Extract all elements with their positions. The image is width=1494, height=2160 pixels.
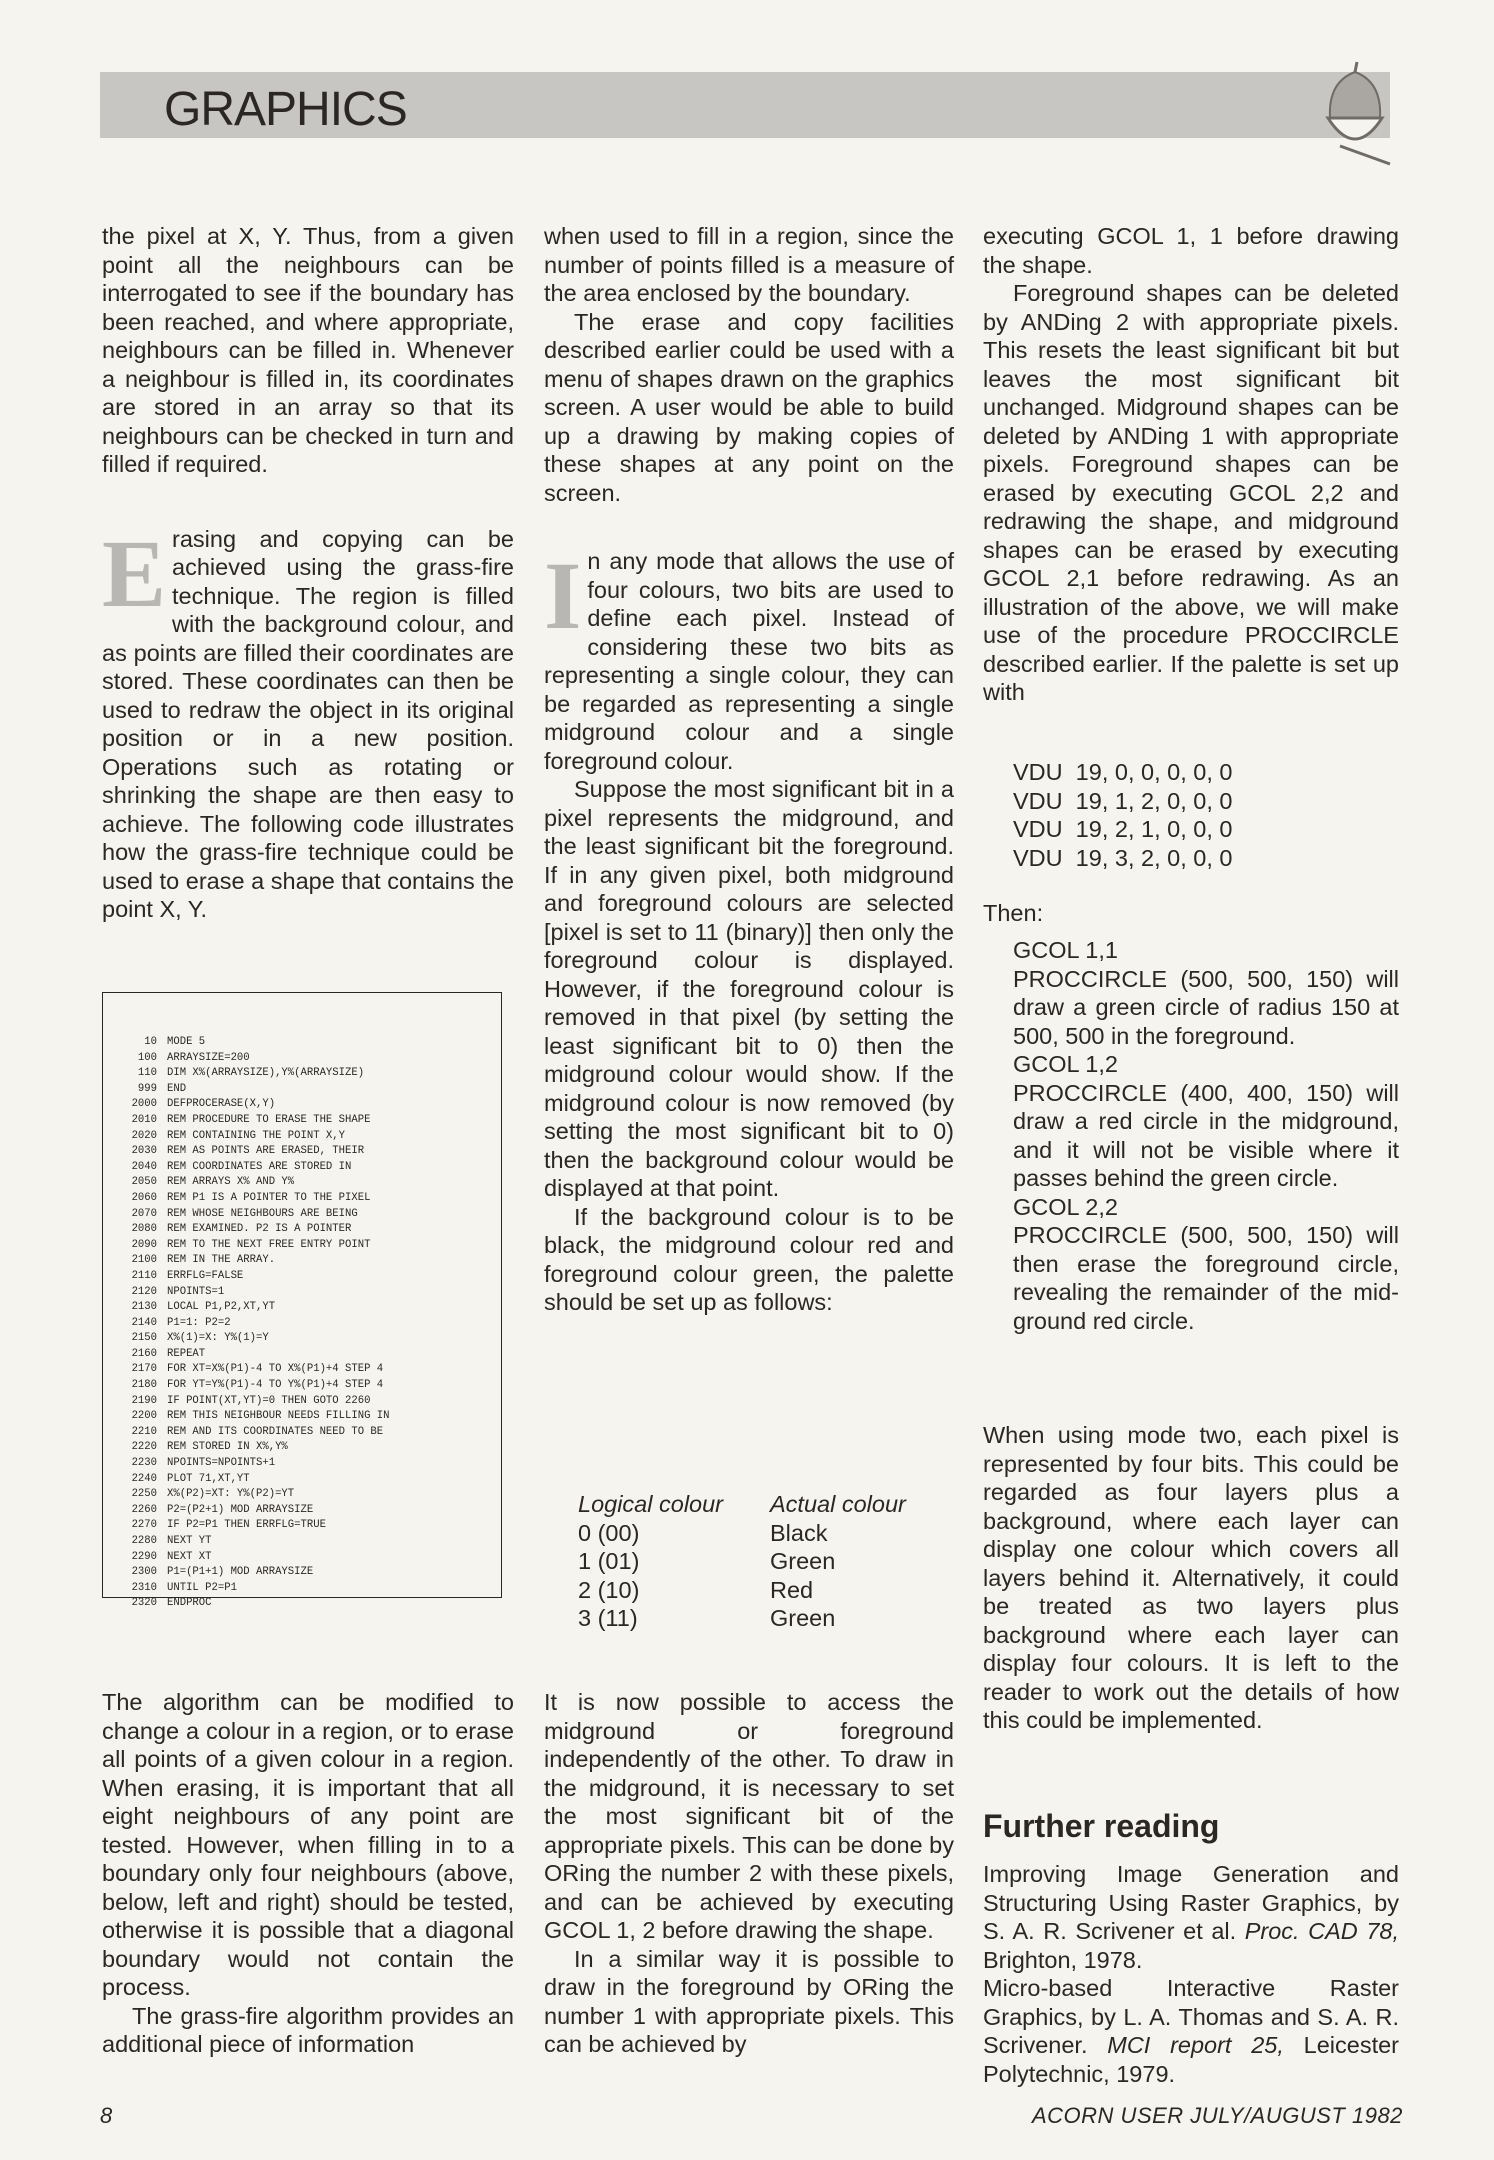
reference-text: Improving Image Generation and Structuring Using Raster Graphics, by S. A. R. Scrivener et al. — [983, 1861, 1399, 1944]
paragraph: executing GCOL 1, 1 before drawing the shape. — [983, 223, 1399, 278]
code-text: IF POINT(XT,YT)=0 THEN GOTO 2260 — [167, 1394, 371, 1407]
actual-colour: Green — [770, 1605, 836, 1631]
vdu-commands — [1013, 758, 1232, 872]
code-line — [123, 1472, 501, 1488]
code-text: IF P2=P1 THEN ERRFLG=TRUE — [167, 1519, 326, 1532]
code-line — [123, 1518, 501, 1534]
reference — [983, 1860, 1399, 1974]
table-row — [578, 1576, 906, 1605]
paragraph-text: rasing and copying can be achieved using the grass-fire technique. The region is filled with the background colour, and as points are filled their coordinates are stored. These coordinates can then be used to redraw the object in its original position or in a new position. Operations such as rotating or shrinking the shape are then easy to achieve. The following code illustrates how the grass-fire technique could be used to erase a shape that contains the point X, Y. — [102, 525, 514, 922]
code-line — [123, 1550, 501, 1566]
line-number: 2290 — [131, 1550, 157, 1563]
code-line — [123, 1331, 501, 1347]
line-number: 2050 — [131, 1176, 157, 1189]
code-line — [123, 1347, 501, 1363]
code-text: REM EXAMINED. P2 IS A POINTER — [167, 1223, 352, 1236]
code-line — [123, 1097, 501, 1113]
line-number: 2250 — [131, 1488, 157, 1501]
paragraph: If the background colour is to be black, the midground colour red and foreground colour green, the palette should be set up as follows: — [544, 1203, 954, 1315]
column-3 — [983, 222, 1399, 707]
code-text: REM STORED IN X%,Y% — [167, 1441, 288, 1454]
command: GCOL 1,1 — [1013, 937, 1118, 963]
code-line — [123, 1362, 501, 1378]
paragraph: The erase and copy facilities described earlier could be used with a menu of shapes drawn on the graphics screen. A user would be able to build up a drawing by making copies of these shapes at any point on the screen. — [544, 308, 954, 506]
line-number: 2230 — [131, 1457, 157, 1470]
code-text: DEFPROCERASE(X,Y) — [167, 1098, 276, 1111]
line-number: 2170 — [131, 1363, 157, 1376]
column-1-lower — [102, 1688, 514, 2059]
code-text: ARRAYSIZE=200 — [167, 1051, 250, 1064]
code-line — [123, 1285, 501, 1301]
code-line — [123, 1144, 501, 1160]
code-line — [123, 1300, 501, 1316]
code-line — [123, 1253, 501, 1269]
code-line — [123, 1503, 501, 1519]
line-number: 2060 — [131, 1191, 157, 1204]
code-text: REM TO THE NEXT FREE ENTRY POINT — [167, 1238, 371, 1251]
page-number: 8 — [100, 2103, 113, 2128]
paragraph: The algorithm can be modified to change a colour in a region, or to erase all points of a given colour in a region. When erasing, it is important that all eight neighbours of any point are tested. However, when filling in to a boundary only four neighbours (above, below, left and right) should be tested, otherwise it is possible that a diagonal boundary would not contain the process. — [102, 1689, 514, 2000]
code-text: X%(P2)=XT: Y%(P2)=YT — [167, 1488, 295, 1501]
line-number: 2110 — [131, 1269, 157, 1282]
paragraph: In a similar way it is possible to draw in the foreground by ORing the number 1 with appropriate pixels. This can be achieved by — [544, 1945, 954, 2057]
code-text: FOR XT=X%(P1)-4 TO X%(P1)+4 STEP 4 — [167, 1363, 384, 1376]
table-row — [578, 1604, 906, 1633]
palette-table-header — [578, 1490, 906, 1519]
code-line — [123, 1269, 501, 1285]
line-number: 2120 — [131, 1285, 157, 1298]
line-number: 2300 — [131, 1566, 157, 1579]
code-text: REM COORDINATES ARE STORED IN — [167, 1160, 352, 1173]
logical-colour: 3 (11) — [578, 1605, 638, 1631]
code-text: REM IN THE ARRAY. — [167, 1254, 276, 1267]
step-text: PROCCIRCLE (400, 400, 150) will draw a red circle in the midground, and it will not be visible where it passes behind the green circle. — [1013, 1079, 1399, 1191]
column-2-lower — [544, 1688, 954, 2059]
code-listing — [102, 992, 502, 1610]
reference-source: MCI report 25, — [1107, 2032, 1284, 2058]
line-number: 2130 — [131, 1301, 157, 1314]
step-text: PROCCIRCLE (500, 500, 150) will draw a green circle of radius 150 at 500, 500 in the foreground. — [1013, 965, 1399, 1049]
line-number: 2100 — [131, 1254, 157, 1267]
code-line — [123, 1066, 501, 1082]
code-text: REM AS POINTS ARE ERASED, THEIR — [167, 1145, 365, 1158]
actual-colour: Green — [770, 1548, 836, 1574]
line-number: 2020 — [131, 1129, 157, 1142]
code-text: END — [167, 1082, 187, 1095]
code-text: REM CONTAINING THE POINT X,Y — [167, 1129, 346, 1142]
section-banner — [100, 72, 1390, 138]
code-line — [123, 1129, 501, 1145]
section-title: GRAPHICS — [164, 83, 407, 136]
magazine-issue: ACORN USER JULY/AUGUST 1982 — [1032, 2103, 1403, 2128]
code-text: REPEAT — [167, 1347, 206, 1360]
code-text: P1=1: P2=2 — [167, 1316, 231, 1329]
column-header: Actual colour — [770, 1491, 906, 1517]
line-number: 2310 — [131, 1581, 157, 1594]
palette-table — [578, 1490, 906, 1633]
vdu-line: VDU 19, 2, 1, 0, 0, 0 — [1013, 816, 1233, 842]
code-text: REM WHOSE NEIGHBOURS ARE BEING — [167, 1207, 358, 1220]
code-line — [123, 1581, 501, 1597]
code-text: MODE 5 — [167, 1036, 206, 1048]
code-line — [123, 1035, 501, 1051]
code-line — [123, 1238, 501, 1254]
line-number: 2220 — [131, 1441, 157, 1454]
logical-colour: 1 (01) — [578, 1548, 640, 1574]
line-number: 2160 — [131, 1347, 157, 1360]
column-2 — [544, 222, 954, 1317]
line-number: 2150 — [131, 1332, 157, 1345]
table-row — [578, 1519, 906, 1548]
code-line — [123, 1487, 501, 1503]
code-text: REM P1 IS A POINTER TO THE PIXEL — [167, 1191, 371, 1204]
line-number: 110 — [137, 1067, 157, 1080]
code-text: P1=(P1+1) MOD ARRAYSIZE — [167, 1566, 314, 1579]
code-line — [123, 1191, 501, 1207]
code-text: LOCAL P1,P2,XT,YT — [167, 1301, 276, 1314]
line-number: 2260 — [131, 1503, 157, 1516]
code-line — [123, 1534, 501, 1550]
reference — [983, 1974, 1399, 2088]
code-text: ENDPROC — [167, 1597, 212, 1610]
column-1 — [102, 222, 514, 924]
column-3-lower — [983, 1421, 1399, 1735]
paragraph-text: n any mode that allows the use of four colours, two bits are used to define each pixel. Instead of considering these two bits as representing a single colour, they can be regarded as representing a single midground colour and a single foreground colour. — [544, 548, 954, 774]
command: GCOL 2,2 — [1013, 1193, 1118, 1220]
drop-cap: E — [102, 519, 167, 627]
paragraph: It is now possible to access the midground or foreground independently of the other. To draw in the midground, it is necessary to set the most significant bit of the appropriate pixels. This can be done by ORing the number 2 with these pixels, and can be achieved by executing GCOL 1, 2 before drawing the shape. — [544, 1689, 954, 1943]
then-label: Then: — [983, 900, 1044, 926]
acorn-logo-icon — [1310, 60, 1400, 170]
paragraph: Suppose the most significant bit in a pixel represents the midground, and the least significant bit the foreground. If in any given pixel, both midground and foreground colours are selected [pixel is set to 11 (binary)] then only the foreground colour is displayed. However, if the foreground colour is removed in that pixel (by setting the least significant bit to 0) then the midground colour would show. If the midground colour is now removed (by setting the most significant bit to 0) then the background colour would be displayed at that point. — [544, 776, 954, 1201]
line-number: 2140 — [131, 1316, 157, 1329]
code-line — [123, 1051, 501, 1067]
paragraph: When using mode two, each pixel is represented by four bits. This could be regarded as four layers plus a background, where each layer can display one colour which covers all layers behind it. Alternatively, it could be treated as two layers plus background where each layer can display four colours. It is left to the reader to work out the details of how this could be implemented. — [983, 1422, 1399, 1733]
code-line — [123, 1113, 501, 1129]
code-line — [123, 1175, 501, 1191]
reference-text: Micro-based Interactive Raster Graphics, by L. A. Thomas and S. A. R. Scrivener. — [983, 1975, 1399, 2058]
code-text: REM PROCEDURE TO ERASE THE SHAPE — [167, 1113, 371, 1126]
line-number: 2210 — [131, 1425, 157, 1438]
code-text: NPOINTS=NPOINTS+1 — [167, 1457, 276, 1470]
code-text: NEXT YT — [167, 1535, 212, 1547]
reference-text: Brighton, 1978. — [983, 1946, 1143, 1973]
code-text: NEXT XT — [167, 1550, 212, 1563]
column-header: Logical colour — [578, 1491, 724, 1517]
code-text: UNTIL P2=P1 — [167, 1581, 237, 1594]
references — [983, 1860, 1399, 2088]
line-number: 2040 — [131, 1160, 157, 1173]
example-steps — [1013, 936, 1399, 1335]
line-number: 2180 — [131, 1379, 157, 1392]
code-text: REM ARRAYS X% AND Y% — [167, 1176, 295, 1189]
code-text: ERRFLG=FALSE — [167, 1269, 244, 1282]
reference-text: Leicester Polytechnic, 1979. — [983, 2032, 1399, 2087]
code-text: REM AND ITS COORDINATES NEED TO BE — [167, 1425, 384, 1438]
line-number: 2280 — [131, 1535, 157, 1547]
vdu-line: VDU 19, 1, 2, 0, 0, 0 — [1013, 787, 1233, 814]
code-text: PLOT 71,XT,YT — [167, 1472, 250, 1485]
code-text: REM THIS NEIGHBOUR NEEDS FILLING IN — [167, 1410, 390, 1423]
paragraph — [102, 519, 514, 924]
vdu-line: VDU 19, 0, 0, 0, 0, 0 — [1013, 759, 1233, 785]
step-text: PROCCIRCLE (500, 500, 150) will then erase the foreground circle, revealing the remainder of the mid-ground red circle. — [1013, 1222, 1399, 1334]
code-line — [123, 1160, 501, 1176]
line-number: 999 — [137, 1082, 157, 1095]
code-line — [123, 1440, 501, 1456]
line-number: 2010 — [131, 1113, 157, 1126]
line-number: 2320 — [131, 1597, 157, 1610]
reference-source: Proc. CAD 78, — [1244, 1918, 1399, 1944]
paragraph — [544, 542, 954, 775]
code-line — [123, 1082, 501, 1098]
logical-colour: 0 (00) — [578, 1519, 640, 1546]
code-line — [123, 1409, 501, 1425]
paragraph: the pixel at X, Y. Thus, from a given point all the neighbours can be interrogated to see if the boundary has been reached, and where appropriate, neighbours can be filled in. Whenever a neighbour is filled in, its coordinates are stored in an array so that its neighbours can be checked in turn and filled if required. — [102, 223, 514, 477]
actual-colour: Red — [770, 1576, 814, 1603]
line-number: 2200 — [131, 1410, 157, 1423]
vdu-line: VDU 19, 3, 2, 0, 0, 0 — [1013, 844, 1233, 871]
code-line — [123, 1456, 501, 1472]
code-line — [123, 1394, 501, 1410]
line-number: 2270 — [131, 1519, 157, 1532]
code-text: DIM X%(ARRAYSIZE),Y%(ARRAYSIZE) — [167, 1067, 365, 1080]
code-line — [123, 1316, 501, 1332]
line-number: 2030 — [131, 1145, 157, 1158]
code-line — [123, 1222, 501, 1238]
line-number: 2190 — [131, 1394, 157, 1407]
table-row — [578, 1547, 906, 1576]
line-number: 2070 — [131, 1207, 157, 1220]
actual-colour: Black — [770, 1519, 828, 1546]
code-text: NPOINTS=1 — [167, 1285, 225, 1298]
code-text: X%(1)=X: Y%(1)=Y — [167, 1332, 269, 1345]
line-number: 10 — [144, 1036, 157, 1048]
code-line — [123, 1596, 501, 1612]
paragraph: when used to fill in a region, since the number of points filled is a measure of the area enclosed by the boundary. — [544, 223, 954, 306]
further-reading-heading: Further reading — [983, 1808, 1220, 1844]
command: GCOL 1,2 — [1013, 1051, 1118, 1077]
code-line — [123, 1378, 501, 1394]
line-number: 2090 — [131, 1238, 157, 1251]
code-text: P2=(P2+1) MOD ARRAYSIZE — [167, 1503, 314, 1516]
code-line — [123, 1425, 501, 1441]
paragraph: The grass-fire algorithm provides an additional piece of information — [102, 2002, 514, 2057]
paragraph: Foreground shapes can be deleted by ANDing 2 with appropriate pixels. This resets the least significant bit but leaves the most significant bit unchanged. Midground shapes can be deleted by ANDing 1 with appropriate pixels. Foreground shapes can be erased by executing GCOL 2,2 and redrawing the shape, and midground shapes can be erased by executing GCOL 2,1 before redrawing. As an illustration of the above, we will make use of the procedure PROCCIRCLE described earlier. If the palette is set up with — [983, 280, 1399, 705]
line-number: 100 — [137, 1051, 157, 1064]
line-number: 2080 — [131, 1223, 157, 1236]
code-text: FOR YT=Y%(P1)-4 TO Y%(P1)+4 STEP 4 — [167, 1379, 384, 1392]
line-number: 2000 — [131, 1098, 157, 1111]
logical-colour: 2 (10) — [578, 1576, 640, 1603]
code-line — [123, 1207, 501, 1223]
drop-cap: I — [544, 542, 582, 649]
code-line — [123, 1565, 501, 1581]
line-number: 2240 — [131, 1472, 157, 1485]
